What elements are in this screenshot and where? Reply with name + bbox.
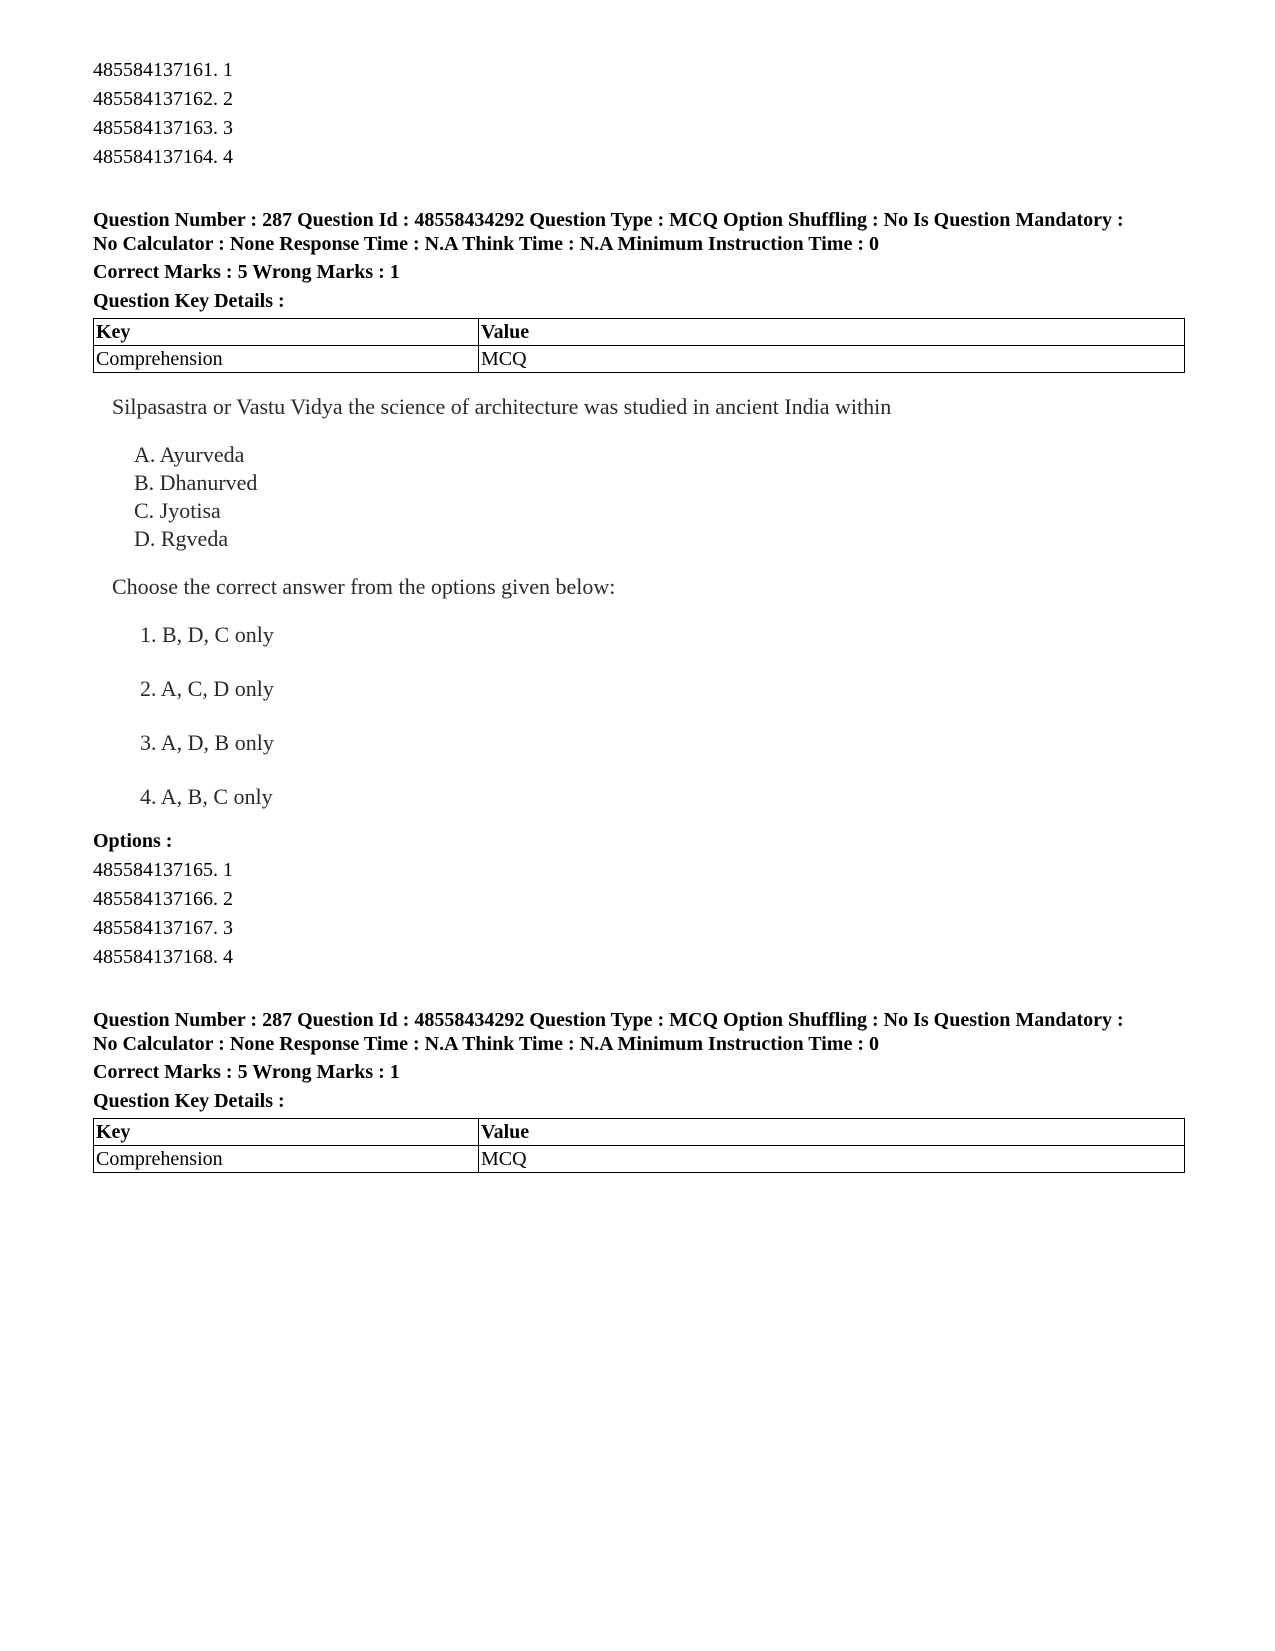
answer-choice: 4. A, B, C only [140,784,273,809]
answer-choice: 1. B, D, C only [140,622,274,647]
table-header-key: Key [94,319,479,346]
table-cell-key: Comprehension [94,346,479,373]
option-line: 485584137161. 1 [93,59,233,81]
list-item: B. Dhanurved [134,470,258,495]
key-details-label: Question Key Details : [93,1090,285,1112]
document-page [93,56,1183,1173]
table-header-row [94,1119,1185,1146]
question-meta-line-1: Question Number : 287 Question Id : 48558434292 Question Type : MCQ Option Shuffling : No Is Question Mandatory : [93,209,1124,231]
question-meta [93,1008,1183,1056]
question-block [93,208,1183,972]
answer-choices [140,621,1183,811]
option-line: 485584137168. 4 [93,946,233,968]
table-row [94,1146,1185,1173]
question-items [134,441,1183,553]
choose-instruction: Choose the correct answer from the options given below: [112,574,616,599]
table-cell-key: Comprehension [94,1146,479,1173]
key-details-label: Question Key Details : [93,290,285,312]
option-line: 485584137166. 2 [93,888,233,910]
option-line: 485584137162. 2 [93,88,233,110]
option-line: 485584137164. 4 [93,146,233,168]
option-line: 485584137167. 3 [93,917,233,939]
list-item: A. Ayurveda [134,442,245,467]
table-cell-value: MCQ [479,1146,1185,1173]
option-line: 485584137165. 1 [93,859,233,881]
question-meta-line-2: No Calculator : None Response Time : N.A Think Time : N.A Minimum Instruction Time : 0 [93,233,879,255]
table-header-value: Value [479,1119,1185,1146]
marks-line: Correct Marks : 5 Wrong Marks : 1 [93,1061,400,1083]
question-stem: Silpasastra or Vastu Vidya the science of architecture was studied in ancient India within [112,394,892,419]
table-header-key: Key [94,1119,479,1146]
question-meta-line-2: No Calculator : None Response Time : N.A Think Time : N.A Minimum Instruction Time : 0 [93,1033,879,1055]
marks-line: Correct Marks : 5 Wrong Marks : 1 [93,261,400,283]
question-meta-line-1: Question Number : 287 Question Id : 48558434292 Question Type : MCQ Option Shuffling : No Is Question Mandatory : [93,1009,1124,1031]
options-list [93,856,1183,972]
table-cell-value: MCQ [479,346,1185,373]
answer-choice: 3. A, D, B only [140,730,274,755]
question-content [112,393,1183,811]
answer-choice: 2. A, C, D only [140,676,274,701]
options-label: Options : [93,830,173,852]
list-item: D. Rgveda [134,526,229,551]
question-meta [93,208,1183,256]
table-header-row [94,319,1185,346]
previous-options-list [93,56,1183,172]
key-details-table [93,318,1185,373]
table-header-value: Value [479,319,1185,346]
key-details-table [93,1118,1185,1173]
question-block [93,1008,1183,1173]
table-row [94,346,1185,373]
list-item: C. Jyotisa [134,498,221,523]
option-line: 485584137163. 3 [93,117,233,139]
